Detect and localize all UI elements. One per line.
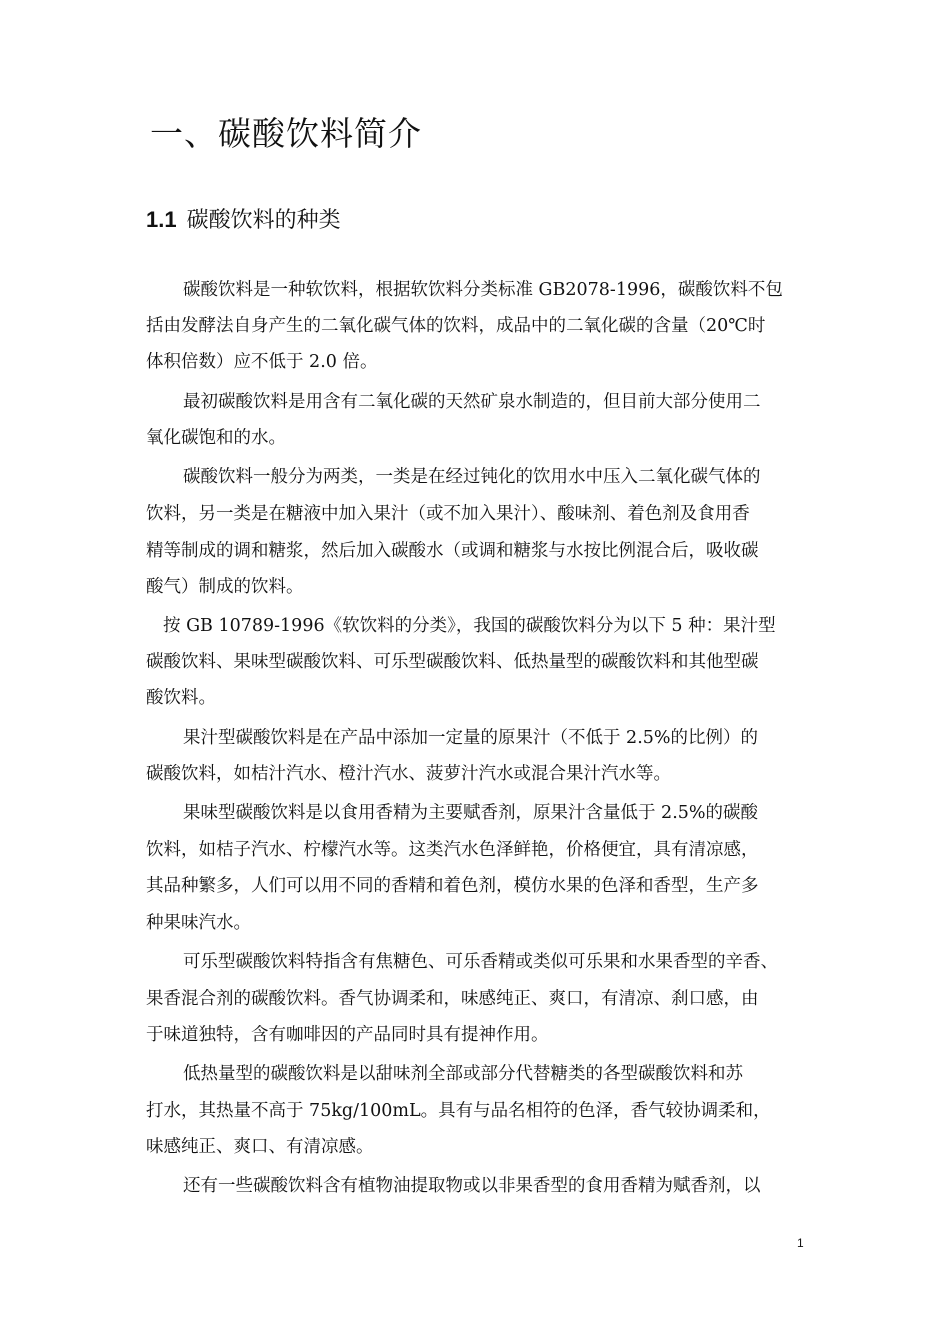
section-number: 1.1	[146, 207, 177, 232]
text-line: 碳酸饮料，如桔汁汽水、橙汁汽水、菠萝汁汽水或混合果汁汽水等。	[146, 764, 671, 784]
text-line: 酸饮料。	[146, 688, 216, 708]
text-line: 其品种繁多，人们可以用不同的香精和着色剂，模仿水果的色泽和香型，生产多	[146, 876, 759, 896]
text-line: 最初碳酸饮料是用含有二氧化碳的天然矿泉水制造的，但目前大部分使用二	[183, 392, 761, 412]
text-line: 可乐型碳酸饮料特指含有焦糖色、可乐香精或类似可乐果和水果香型的辛香、	[183, 952, 778, 972]
page-number: 1	[797, 1236, 804, 1250]
text-line: 果味型碳酸饮料是以食用香精为主要赋香剂，原果汁含量低于 2.5%的碳酸	[183, 803, 759, 823]
chapter-heading: 一、碳酸饮料简介	[150, 114, 422, 153]
section-heading	[146, 203, 341, 234]
text-line: 酸气）制成的饮料。	[146, 577, 304, 597]
text-line: 味感纯正、爽口、有清凉感。	[146, 1137, 374, 1157]
text-line: 括由发酵法自身产生的二氧化碳气体的饮料，成品中的二氧化碳的含量（20℃时	[146, 316, 766, 336]
text-line: 碳酸饮料是一种软饮料，根据软饮料分类标准 GB2078-1996，碳酸饮料不包	[183, 280, 783, 300]
text-line: 还有一些碳酸饮料含有植物油提取物或以非果香型的食用香精为赋香剂，以	[183, 1176, 761, 1196]
text-line: 饮料，如桔子汽水、柠檬汽水等。这类汽水色泽鲜艳，价格便宜，具有清凉感，	[146, 840, 759, 860]
text-line: 饮料，另一类是在糖液中加入果汁（或不加入果汁）、酸味剂、着色剂及食用香	[146, 504, 750, 524]
text-line: 氧化碳饱和的水。	[146, 428, 286, 448]
text-line: 果香混合剂的碳酸饮料。香气协调柔和，味感纯正、爽口，有清凉、刹口感，由	[146, 989, 759, 1009]
text-line: 打水，其热量不高于 75kg/100mL。具有与品名相符的色泽，香气较协调柔和，	[146, 1101, 771, 1121]
text-line: 于味道独特，含有咖啡因的产品同时具有提神作用。	[146, 1025, 549, 1045]
text-line: 果汁型碳酸饮料是在产品中添加一定量的原果汁（不低于 2.5%的比例）的	[183, 728, 759, 748]
text-line: 体积倍数）应不低于 2.0 倍。	[146, 352, 378, 372]
text-line: 碳酸饮料、果味型碳酸饮料、可乐型碳酸饮料、低热量型的碳酸饮料和其他型碳	[146, 652, 759, 672]
text-line: 按 GB 10789-1996《软饮料的分类》，我国的碳酸饮料分为以下 5 种：果汁型	[163, 616, 776, 636]
section-title: 碳酸饮料的种类	[186, 208, 341, 233]
text-line: 碳酸饮料一般分为两类，一类是在经过钝化的饮用水中压入二氧化碳气体的	[183, 467, 761, 487]
text-line: 精等制成的调和糖浆，然后加入碳酸水（或调和糖浆与水按比例混合后，吸收碳	[146, 541, 759, 561]
text-line: 低热量型的碳酸饮料是以甜味剂全部或部分代替糖类的各型碳酸饮料和苏	[183, 1064, 743, 1084]
text-line: 种果味汽水。	[146, 913, 251, 933]
